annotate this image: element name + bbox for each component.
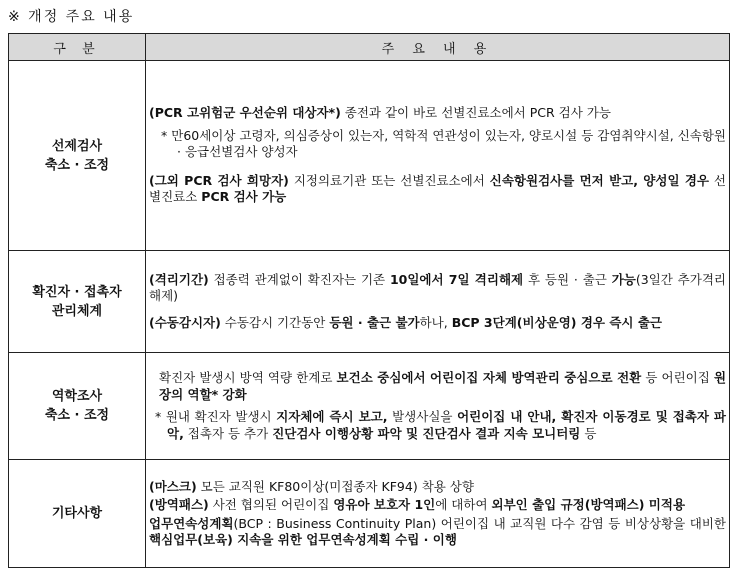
bold-text: 핵심업무(보육) 지속을 위한 업무연속성계획 수립 · 이행	[149, 532, 457, 547]
row-content	[146, 460, 730, 568]
text: 선별진료소	[149, 172, 726, 205]
text: * 원내 확진자 발생시	[155, 409, 277, 424]
text: (3일간 추가격리 해제)	[149, 271, 726, 304]
text: (BCP : Business Continuity Plan) 어린이집 내 교직원 다수 감염 등 비상상황을 대비한	[233, 515, 726, 531]
paragraph	[149, 105, 726, 122]
bold-text: 원장의 역할* 강화	[159, 370, 727, 402]
category-line: 축소 · 조정	[44, 157, 110, 173]
paragraph	[149, 479, 726, 496]
paragraph	[149, 516, 726, 549]
table-row	[9, 61, 730, 251]
table-row	[9, 460, 730, 568]
bold-text: 10일에서 7일 격리해제	[389, 271, 524, 287]
bold-text: (방역패스)	[149, 497, 209, 512]
bold-text: 가능	[611, 271, 636, 287]
bold-text: BCP 3단계(비상운영) 경우 즉시 출근	[451, 314, 663, 330]
category-line: 관리체계	[51, 303, 103, 319]
text: 종전과 같이 바로 선별진료소에서 PCR 검사 가능	[340, 105, 611, 121]
column-header-category: 구 분	[9, 34, 146, 61]
row-category	[9, 353, 146, 460]
text: 접종력 관계없이 확진자는 기존	[208, 271, 390, 287]
bold-text: (수동감시자)	[149, 314, 221, 330]
revision-table	[8, 33, 730, 568]
bold-text: 신속항원검사를 먼저 받고, 양성일 경우	[489, 172, 709, 188]
text: 모든 교직원 KF80이상(미접종자 KF94) 착용 상향	[196, 478, 474, 494]
text: 수동감시 기간동안	[220, 314, 330, 330]
section-heading: ※ 개정 주요 내용	[8, 9, 135, 25]
bold-text: (마스크)	[149, 478, 197, 494]
row-category	[9, 251, 146, 353]
text: 후 등원 · 출근	[523, 271, 612, 287]
text: 지정의료기관 또는 선별진료소에서	[288, 172, 490, 188]
text: 사전 협의된 어린이집	[208, 497, 334, 512]
bold-text: 어린이집 내 안내, 확진자 이동경로 및 접촉자 파악,	[167, 409, 727, 441]
bold-text: (그외 PCR 검사 희망자)	[149, 172, 289, 188]
table-row	[9, 251, 730, 353]
paragraph	[149, 272, 726, 305]
row-category	[9, 61, 146, 251]
bold-text: 업무연속성계획	[149, 515, 234, 531]
text: 발생사실을	[387, 409, 458, 424]
row-content	[146, 251, 730, 353]
table-header-row	[9, 34, 730, 61]
text: 에 대하여	[435, 497, 492, 512]
table-row	[9, 353, 730, 460]
paragraph	[149, 173, 726, 206]
bold-text: 등원 · 출근 불가	[329, 314, 420, 330]
bold-text: 보건소 중심에서 어린이집 자체 방역관리 중심으로 전환	[336, 370, 642, 385]
text: 등	[580, 425, 597, 441]
text: 접촉자 등 추가	[183, 425, 273, 441]
bold-text: (격리기간)	[149, 271, 209, 287]
category-line: 확진자 · 접촉자	[32, 284, 122, 300]
column-header-content: 주 요 내 용	[146, 34, 730, 61]
text: 등 어린이집	[641, 370, 714, 385]
category-line: 역학조사	[51, 389, 103, 404]
bold-text: 외부인 출입 규정(방역패스) 미적용	[491, 497, 686, 512]
category-line: 선제검사	[51, 138, 103, 154]
row-content	[146, 61, 730, 251]
category-line: 기타사항	[51, 506, 103, 521]
bold-text: PCR 검사 가능	[201, 189, 287, 205]
row-category	[9, 460, 146, 568]
paragraph	[149, 315, 726, 332]
category-line: 축소 · 조정	[44, 408, 110, 423]
bold-text: 영유아 보호자 1인	[333, 497, 436, 512]
text: 하나,	[419, 314, 452, 330]
bold-text: 지자체에 즉시 보고,	[276, 409, 388, 424]
bold-text: (PCR 고위험군 우선순위 대상자*)	[149, 105, 341, 121]
bold-text: 진단검사 이행상황 파악 및 진단검사 결과 지속 모니터링	[272, 425, 581, 441]
note-paragraph	[149, 409, 726, 442]
paragraph	[149, 370, 726, 403]
paragraph	[149, 497, 726, 514]
text: 확진자 발생시 방역 역량 한계로	[159, 370, 337, 385]
note-paragraph: * 만60세이상 고령자, 의심증상이 있는자, 역학적 연관성이 있는자, 양로시설 등 감염취약시설, 신속항원 · 응급선별검사 양성자	[161, 127, 726, 160]
row-content	[146, 353, 730, 460]
